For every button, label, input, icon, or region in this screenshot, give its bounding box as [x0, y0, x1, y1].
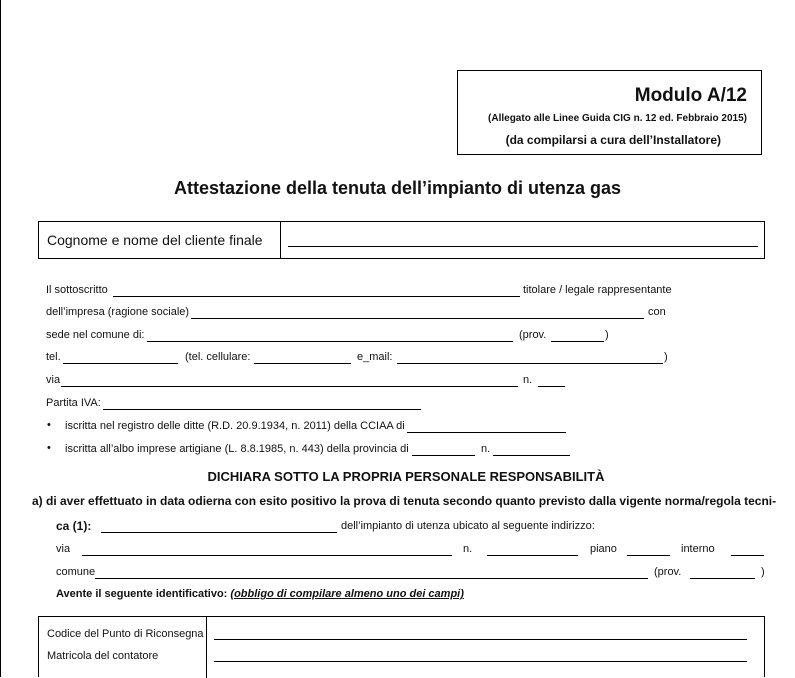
impianto-via-label: via: [56, 543, 71, 555]
sede-prov-label: (prov.: [519, 329, 547, 341]
identificativo-note: (obbligo di compilare almeno uno dei campi): [230, 588, 464, 600]
page-left-border: [0, 0, 1, 677]
pdr-label: Codice del Punto di Riconsegna: [47, 628, 204, 640]
modulo-title: Modulo A/12: [634, 85, 747, 106]
norma-field[interactable]: [101, 532, 337, 533]
partita-iva-field[interactable]: [103, 409, 421, 410]
email-close: ): [664, 351, 668, 363]
impianto-comune-field[interactable]: [95, 578, 648, 579]
matricola-label: Matricola del contatore: [47, 650, 159, 662]
albo-n-label: n.: [481, 443, 491, 455]
pdr-field[interactable]: [214, 639, 747, 640]
tel-label: tel.: [46, 351, 61, 363]
document-title: Attestazione della tenuta dell’impianto di utenza gas: [173, 178, 622, 198]
identifiers-box: [38, 616, 765, 677]
modulo-subtitle: (Allegato alle Linee Guida CIG n. 12 ed. Febbraio 2015): [488, 113, 747, 124]
modulo-box: [457, 70, 762, 155]
impianto-n-field[interactable]: [487, 555, 578, 556]
sottoscritto-label: Il sottoscritto: [46, 284, 108, 296]
identificativo-label: Avente il seguente identificativo:: [56, 588, 228, 600]
declaration-a-text: a) di aver effettuato in data odierna con esito positivo la prova di tenuta secondo quanto previsto dalla vigente norma/regola tecni-: [32, 494, 777, 508]
piano-label: piano: [590, 543, 617, 555]
partita-iva-label: Partita IVA:: [46, 397, 101, 409]
via-label: via: [46, 374, 61, 386]
cciaa-label: iscritta nel registro delle ditte (R.D. 20.9.1934, n. 2011) della CCIAA di: [65, 420, 405, 432]
impianto-prov-close: ): [761, 566, 765, 578]
impresa-field[interactable]: [191, 318, 644, 319]
piano-field[interactable]: [627, 555, 670, 556]
impresa-label: dell’impresa (ragione sociale): [46, 306, 190, 318]
tel-cell-field[interactable]: [254, 363, 351, 364]
titolare-label: titolare / legale rappresentante: [523, 284, 672, 296]
impianto-prov-label: (prov.: [654, 566, 682, 578]
tel-field[interactable]: [63, 363, 178, 364]
via-n-field[interactable]: [538, 386, 565, 387]
identifiers-divider: [206, 617, 207, 678]
email-label: e_mail:: [357, 351, 393, 363]
sede-prov-close: ): [605, 329, 609, 341]
bullet-dot: •: [47, 442, 51, 454]
norma-label: ca (1):: [56, 519, 92, 533]
client-name-box: [38, 221, 765, 259]
tel-cell-label: (tel. cellulare:: [185, 351, 251, 363]
bullet-dot: •: [47, 419, 51, 431]
client-name-label: Cognome e nome del cliente finale: [47, 232, 263, 248]
impianto-prov-field[interactable]: [690, 578, 755, 579]
cciaa-field[interactable]: [407, 432, 566, 433]
via-field[interactable]: [61, 386, 518, 387]
albo-n-field[interactable]: [493, 455, 570, 456]
matricola-field[interactable]: [214, 661, 747, 662]
interno-field[interactable]: [731, 555, 764, 556]
sottoscritto-field[interactable]: [113, 296, 520, 297]
impianto-n-label: n.: [463, 543, 473, 555]
impianto-comune-label: comune: [56, 566, 96, 578]
albo-provincia-field[interactable]: [412, 455, 475, 456]
client-box-divider: [280, 222, 281, 258]
con-label: con: [648, 306, 666, 318]
impianto-address-label: dell’impianto di utenza ubicato al seguente indirizzo:: [341, 520, 595, 532]
section-heading: DICHIARA SOTTO LA PROPRIA PERSONALE RESPONSABILITÀ: [207, 469, 605, 484]
via-n-label: n.: [523, 374, 533, 386]
interno-label: interno: [681, 543, 715, 555]
sede-field[interactable]: [147, 341, 513, 342]
sede-label: sede nel comune di:: [46, 329, 145, 341]
sede-prov-field[interactable]: [551, 341, 604, 342]
modulo-note: (da compilarsi a cura dell’Installatore): [505, 133, 721, 147]
impianto-via-field[interactable]: [82, 555, 452, 556]
email-field[interactable]: [397, 363, 663, 364]
albo-label: iscritta all’albo imprese artigiane (L. 8.8.1985, n. 443) della provincia di: [65, 443, 409, 455]
client-name-field[interactable]: [288, 246, 758, 247]
